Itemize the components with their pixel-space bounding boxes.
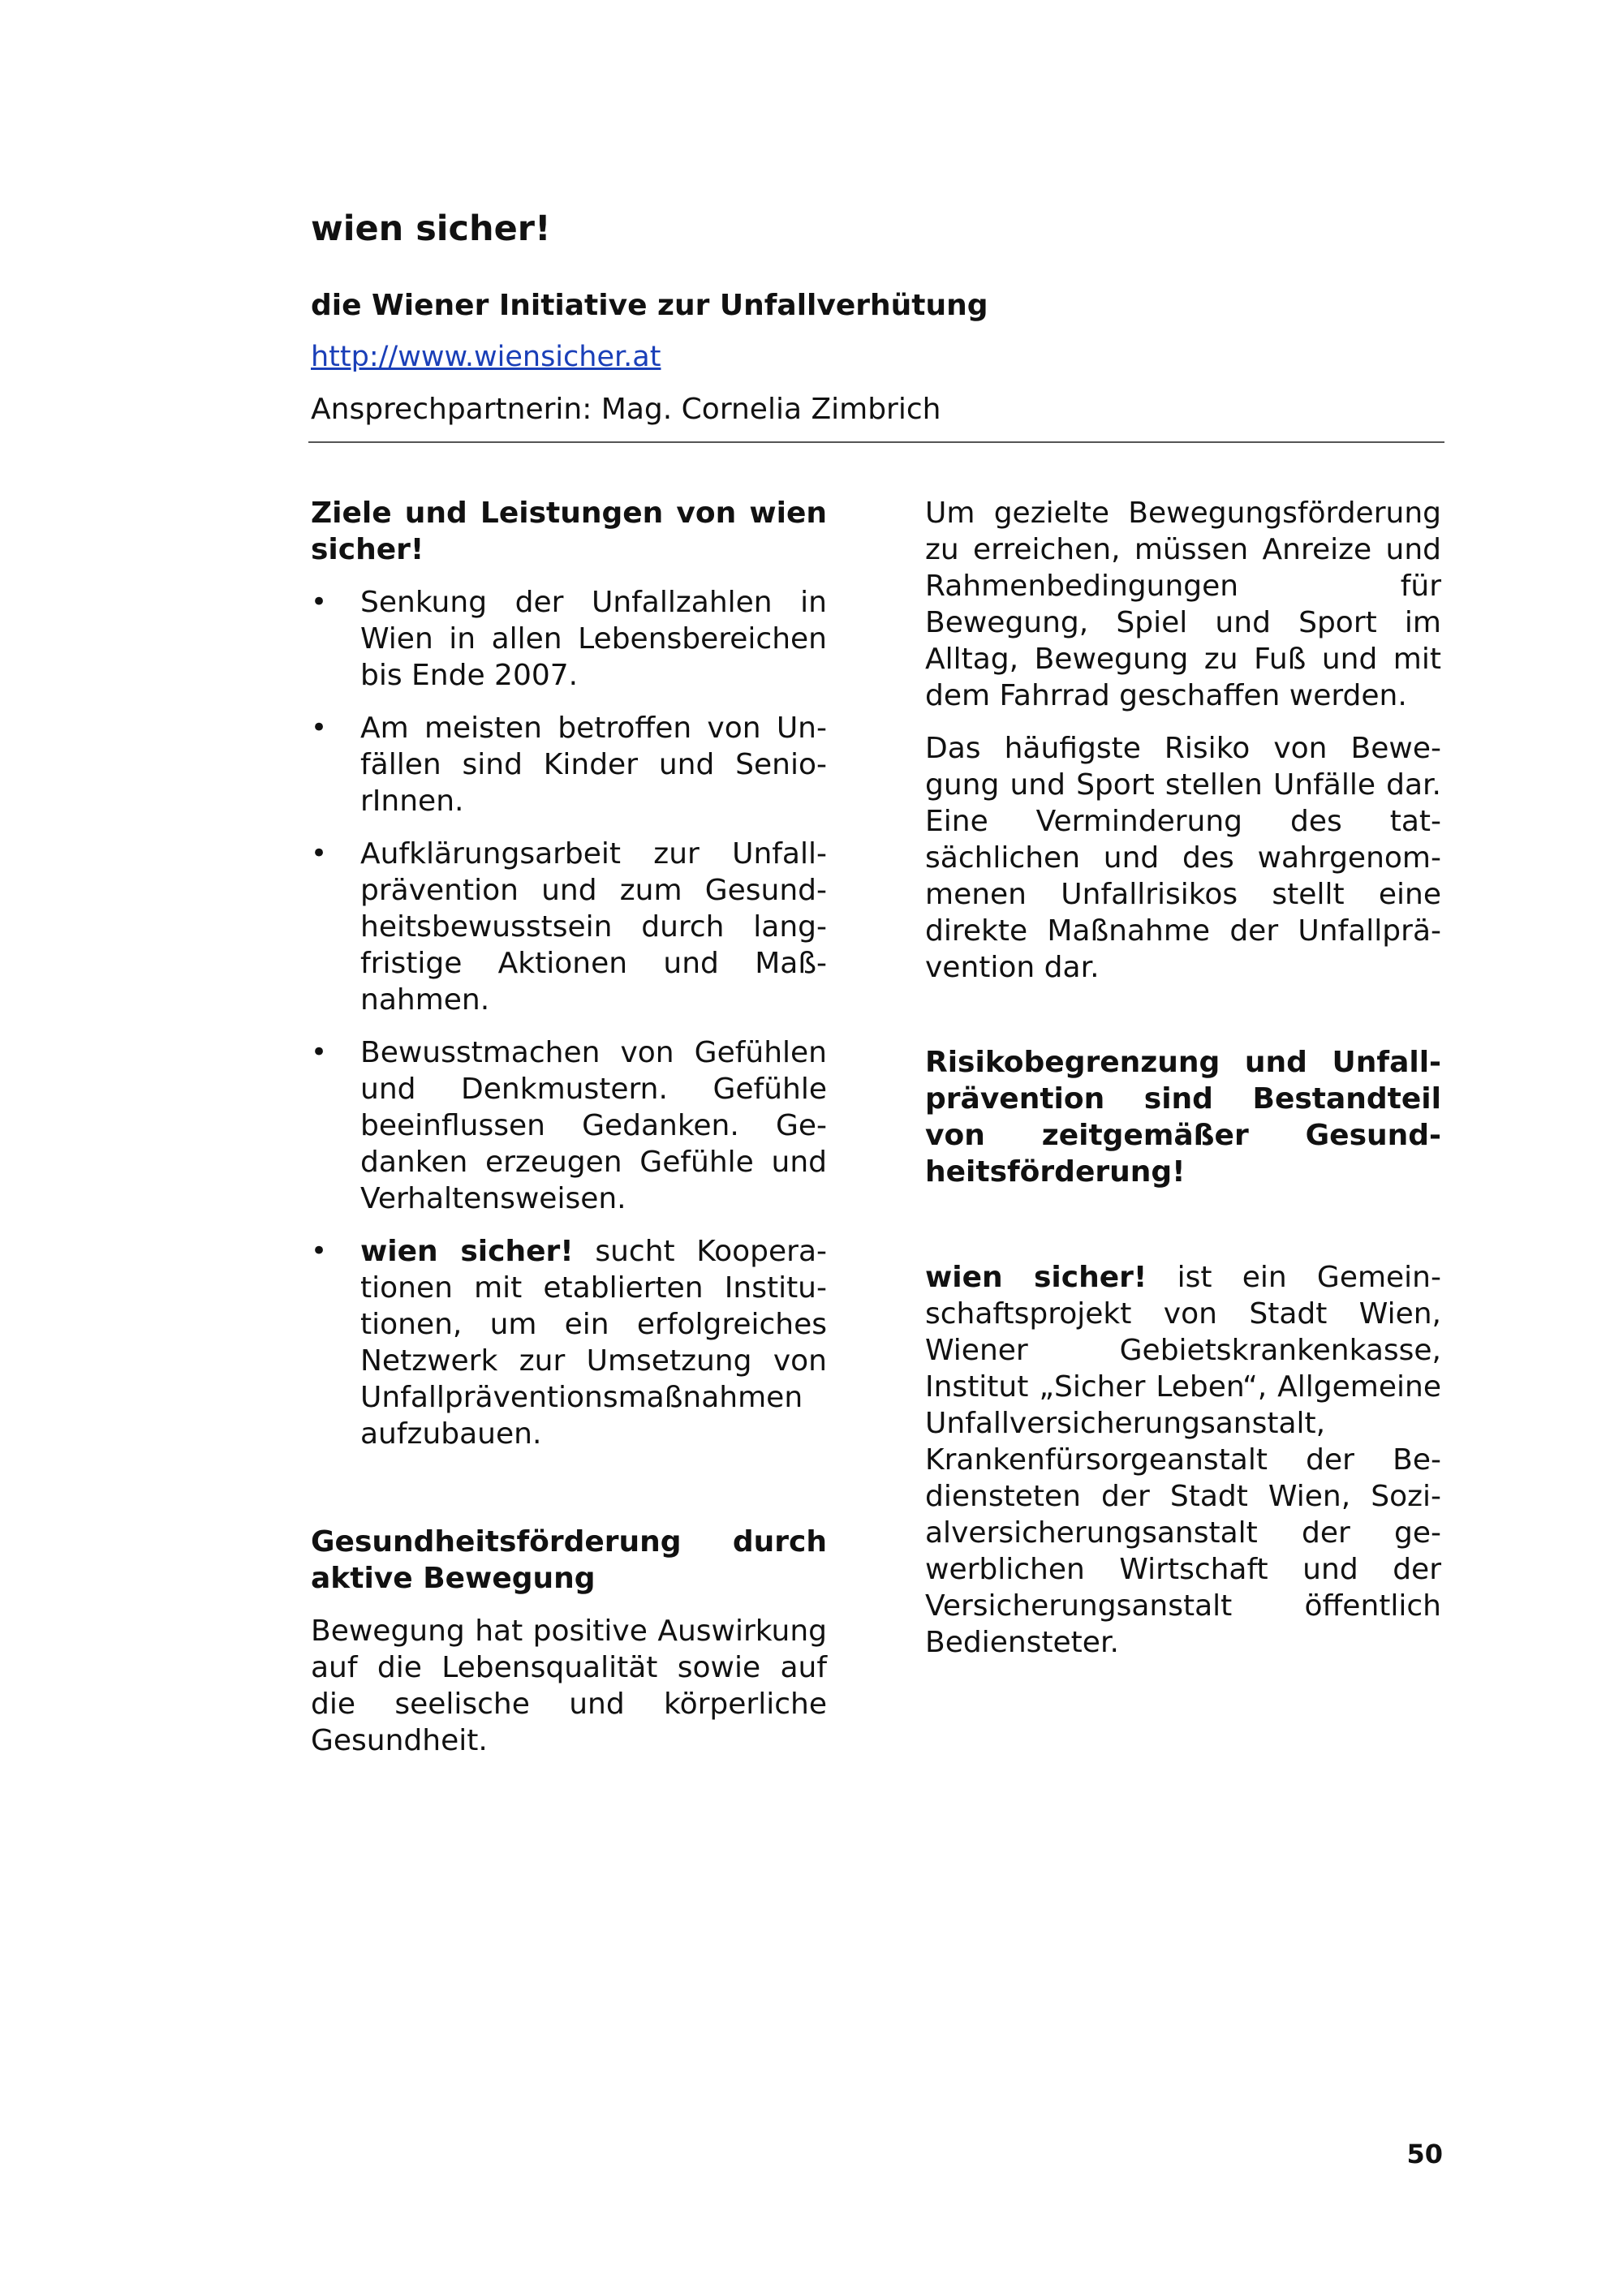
list-item xyxy=(311,584,827,694)
list-item-text: Senkung der Unfallzahlen in Wien in allen Lebensbereichen bis Ende 2007. xyxy=(360,586,827,692)
health-heading: Gesundheitsförderung durch aktive Bewegung xyxy=(311,1525,827,1595)
bullet-icon: • xyxy=(311,837,328,870)
list-item-text: sucht Kooperationen mit etablierten Institutionen, um ein erfolgreiches Netzwerk zur Umsetzung von Unfallpräventionsmaßnahmen aufzubauen. xyxy=(360,1235,827,1451)
list-item-text: Bewusstmachen von Gefühlen und Denkmustern. Gefühle beeinflussen Gedanken. Gedanken erzeugen Gefühle und Verhaltensweisen. xyxy=(360,1036,827,1215)
page-subtitle: die Wiener Initiative zur Unfallverhütung xyxy=(311,289,988,323)
list-item xyxy=(311,1233,827,1452)
list-item xyxy=(311,836,827,1018)
contact-person: Ansprechpartnerin: Mag. Cornelia Zimbrich xyxy=(311,393,941,427)
page-title: wien sicher! xyxy=(311,209,551,249)
page-number: 50 xyxy=(1406,2139,1443,2169)
project-text: ist ein Gemeinschaftsprojekt von Stadt Wien, Wiener Gebietskrankenkasse, Institut „Sicher Leben“, Allgemeine Unfallversicherungsanstalt, Krankenfürsorgeanstalt der Bediensteten der Stadt Wien, Sozialversicherungsanstalt der gewerblichen Wirtschaft und der Versicherungsanstalt öffentlich Bediensteter. xyxy=(925,1261,1441,1659)
bullet-icon: • xyxy=(311,712,328,744)
project-paragraph xyxy=(925,1259,1441,1661)
risk-heading: Risikobegrenzung und Unfallprävention sind Bestandteil von zeitgemäßer Gesundheitsförderung! xyxy=(925,1046,1441,1189)
movement-paragraph: Um gezielte Bewegungsförderung zu erreichen, müssen Anreize und Rahmenbedingungen für Bewegung, Spiel und Sport im Alltag, Bewegung zu Fuß und mit dem Fahrrad geschaffen werden. xyxy=(925,497,1441,712)
risk-paragraph: Das häufigste Risiko von Bewegung und Sport stellen Unfälle dar. Eine Verminderung des tatsächlichen und des wahrgenommenen Unfallrisikos stellt eine direkte Maßnahme der Unfallprävention dar. xyxy=(925,732,1441,984)
list-item-text: Aufklärungsarbeit zur Unfallprävention und zum Gesundheitsbewusstsein durch langfristige Aktionen und Maßnahmen. xyxy=(360,837,827,1017)
goals-heading: Ziele und Leistungen von wien sicher! xyxy=(311,497,827,566)
header-divider xyxy=(308,441,1444,443)
list-item-brand: wien sicher! xyxy=(360,1235,574,1268)
bullet-icon: • xyxy=(311,1036,328,1068)
health-paragraph: Bewegung hat positive Auswirkung auf die Lebensqualität sowie auf die seelische und körperliche Gesundheit. xyxy=(311,1615,827,1757)
bullet-icon: • xyxy=(311,586,328,618)
project-brand: wien sicher! xyxy=(925,1261,1147,1294)
goals-list xyxy=(311,584,827,1452)
left-column xyxy=(311,495,827,1775)
list-item-text: Am meisten betroffen von Unfällen sind Kinder und SeniorInnen. xyxy=(360,712,827,818)
bullet-icon: • xyxy=(311,1235,328,1267)
right-column xyxy=(925,495,1441,1677)
header xyxy=(311,209,1444,428)
list-item xyxy=(311,1034,827,1217)
list-item xyxy=(311,710,827,819)
website-link[interactable]: http://www.wiensicher.at xyxy=(311,340,661,373)
